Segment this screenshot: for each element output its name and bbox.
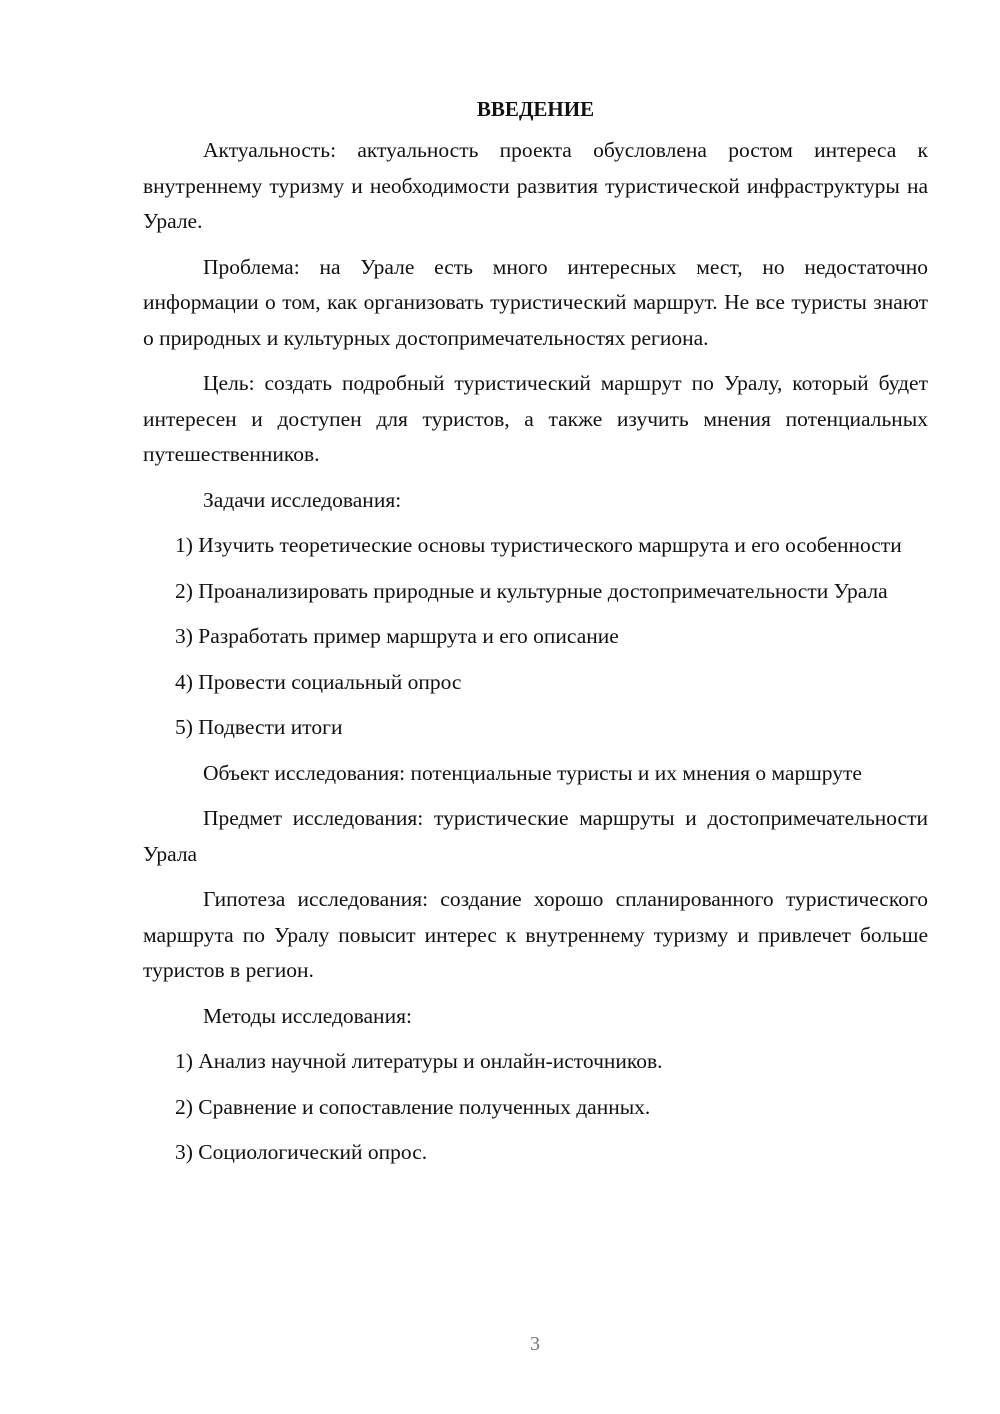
method-item: 1) Анализ научной литературы и онлайн-источников.	[175, 1049, 663, 1073]
method-item: 2) Сравнение и сопоставление полученных данных.	[175, 1094, 651, 1119]
relevance-paragraph: Актуальность: актуальность проекта обусловлена ростом интереса к внутреннему туризму и необходимости развития туристической инфраструктуры на Урале.	[143, 138, 928, 233]
task-item: 4) Провести социальный опрос	[175, 669, 462, 694]
page-title: ВВЕДЕНИЕ	[476, 97, 595, 121]
goal-paragraph: Цель: создать подробный туристический маршрут по Уралу, который будет интересен и доступен для туристов, а также изучить мнения потенциальных путешественников.	[143, 371, 928, 466]
methods-heading: Методы исследования:	[203, 1003, 412, 1028]
task-item: 5) Подвести итоги	[175, 715, 343, 739]
task-item: 1) Изучить теоретические основы туристического маршрута и его особенности	[175, 533, 902, 557]
object-paragraph: Объект исследования: потенциальные туристы и их мнения о маршруте	[203, 760, 862, 785]
hypothesis-paragraph: Гипотеза исследования: создание хорошо спланированного туристического маршрута по Уралу повысит интерес к внутреннему туризму и привлечет больше туристов в регион.	[143, 887, 928, 982]
task-item: 3) Разработать пример маршрута и его описание	[175, 624, 619, 648]
subject-paragraph: Предмет исследования: туристические маршруты и достопримечательности Урала	[143, 806, 928, 866]
problem-paragraph: Проблема: на Урале есть много интересных мест, но недостаточно информации о том, как организовать туристический маршрут. Не все туристы знают о природных и культурных достопримечательностях региона.	[143, 254, 928, 350]
tasks-heading: Задачи исследования:	[203, 487, 402, 512]
method-item: 3) Социологический опрос.	[175, 1140, 428, 1164]
document-page	[143, 92, 928, 1181]
task-item: 2) Проанализировать природные и культурные достопримечательности Урала	[175, 578, 888, 603]
page-number: 3	[530, 1333, 540, 1355]
